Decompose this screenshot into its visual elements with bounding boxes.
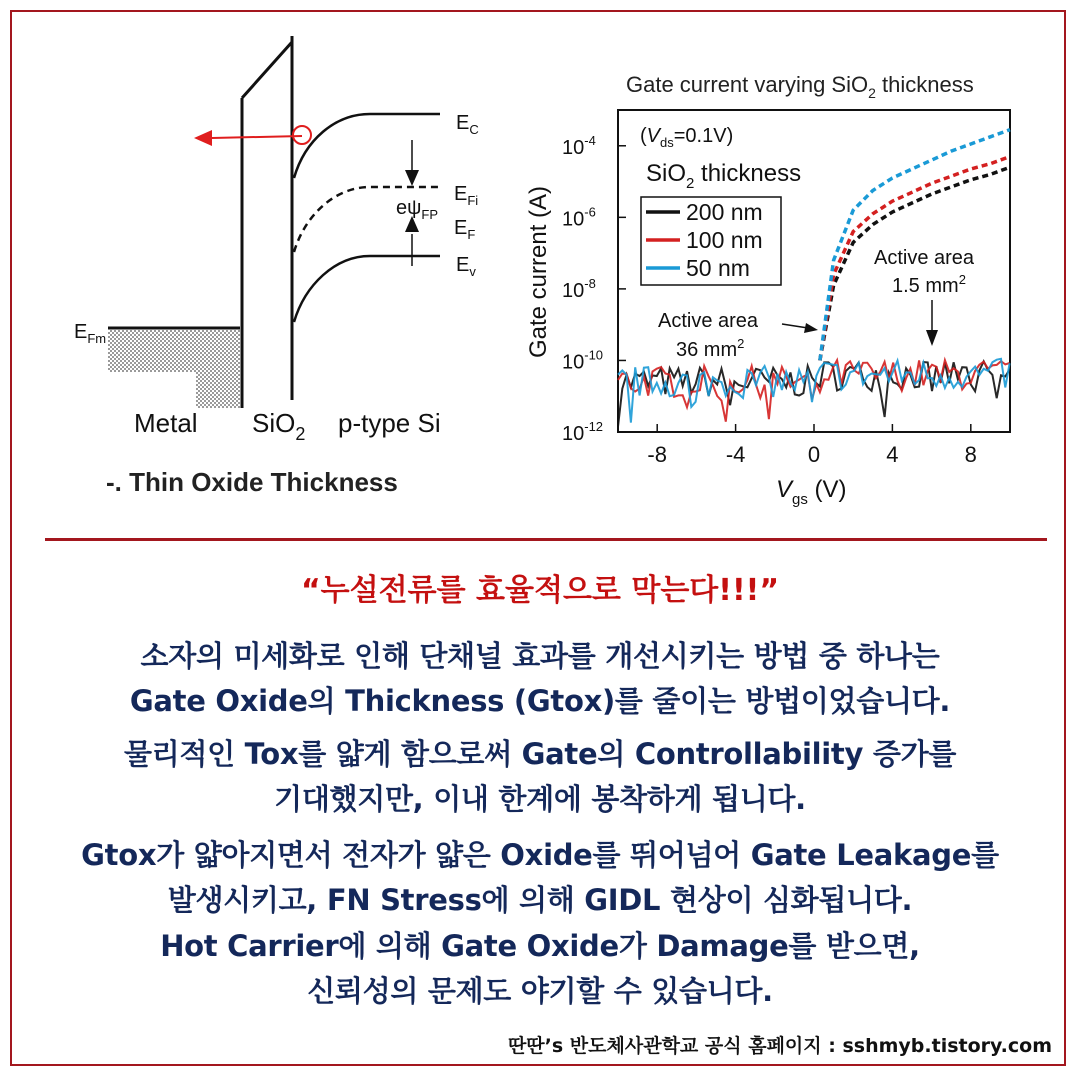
- body-line-2: Gate Oxide의 Thickness (Gtox)를 줄이는 방법이었습니다.: [129, 684, 951, 718]
- ev-label: $E_v$: [456, 254, 476, 279]
- body-line-1: 소자의 미세화로 인해 단채널 효과를 개선시키는 방법 중 하나는: [140, 639, 940, 673]
- y-tick-label: $10^{-6}$: [562, 204, 596, 231]
- y-axis-label: Gate current (A): [525, 185, 552, 359]
- body-line-8: 신뢰성의 문제도 야기할 수 있습니다.: [307, 974, 773, 1008]
- annotation-left-area: 36 $mm^2$: [676, 336, 745, 361]
- body-line-7: Hot Carrier에 의해 Gate Oxide가 Damage를 받으면,: [160, 929, 920, 963]
- chart-title: Gate current varying SiO$_2$ thickness: [626, 72, 974, 101]
- series-noise-50-nm: [618, 359, 1010, 423]
- efm-label: $E_{Fm}$: [74, 321, 107, 346]
- x-axis-label: $V_{gs}$ (V): [776, 476, 847, 508]
- ec-label: $E_C$: [456, 112, 479, 137]
- x-tick-label: 8: [964, 442, 977, 467]
- metal-label: Metal: [134, 408, 198, 438]
- oxide-label: SiO$_2$: [252, 408, 306, 444]
- potential-label: $e\psi_{FP}$: [396, 197, 439, 222]
- efi-label: $E_{Fi}$: [454, 183, 479, 208]
- y-tick-label: $10^{-8}$: [562, 275, 596, 302]
- semiconductor-label: p-type Si: [338, 408, 441, 438]
- annotation-right-arrow-head: [926, 330, 938, 346]
- legend-entry: 100 nm: [686, 227, 763, 253]
- legend-entry: 200 nm: [686, 199, 763, 225]
- y-tick-label: $10^{-12}$: [562, 419, 604, 445]
- annotation-right-area: 1.5 $mm^2$: [892, 272, 966, 297]
- headline-quote: “누설전류를 효율적으로 막는다!!!”: [300, 573, 780, 608]
- annotation-left-arrow: [782, 324, 808, 328]
- condition-label: $(V_{ds}=0.1V)$: [640, 125, 734, 150]
- diagram-caption: -. Thin Oxide Thickness: [106, 467, 398, 497]
- body-line-5: Gtox가 얇아지면서 전자가 얇은 Oxide를 뛰어넘어 Gate Leakage를: [81, 838, 999, 872]
- section-divider: [45, 538, 1047, 541]
- gate-current-chart: [0, 0, 1080, 530]
- body-line-6: 발생시키고, FN Stress에 의해 GIDL 현상이 심화됩니다.: [167, 883, 913, 917]
- body-line-3: 물리적인 Tox를 얇게 함으로써 Gate의 Controllability 증가를: [123, 737, 957, 771]
- y-tick-label: $10^{-4}$: [562, 132, 596, 159]
- annotation-left-arrow-head: [804, 323, 818, 333]
- body-line-4: 기대했지만, 이내 한계에 봉착하게 됩니다.: [274, 782, 806, 816]
- annotation-right: Active area: [874, 247, 975, 269]
- annotation-left: Active area: [658, 310, 759, 332]
- legend-title: SiO$_2$ thickness: [646, 160, 802, 192]
- legend-entry: 50 nm: [686, 255, 750, 281]
- y-tick-label: $10^{-10}$: [562, 347, 604, 374]
- x-tick-label: 4: [886, 442, 899, 467]
- x-tick-label: 0: [807, 442, 821, 467]
- footer-credit: 딴딴’s 반도체사관학교 공식 홈페이지 : sshmyb.tistory.com: [507, 1035, 1052, 1057]
- x-tick-label: -8: [647, 442, 667, 467]
- x-tick-label: -4: [725, 442, 746, 467]
- ef-label: $E_F$: [454, 217, 476, 242]
